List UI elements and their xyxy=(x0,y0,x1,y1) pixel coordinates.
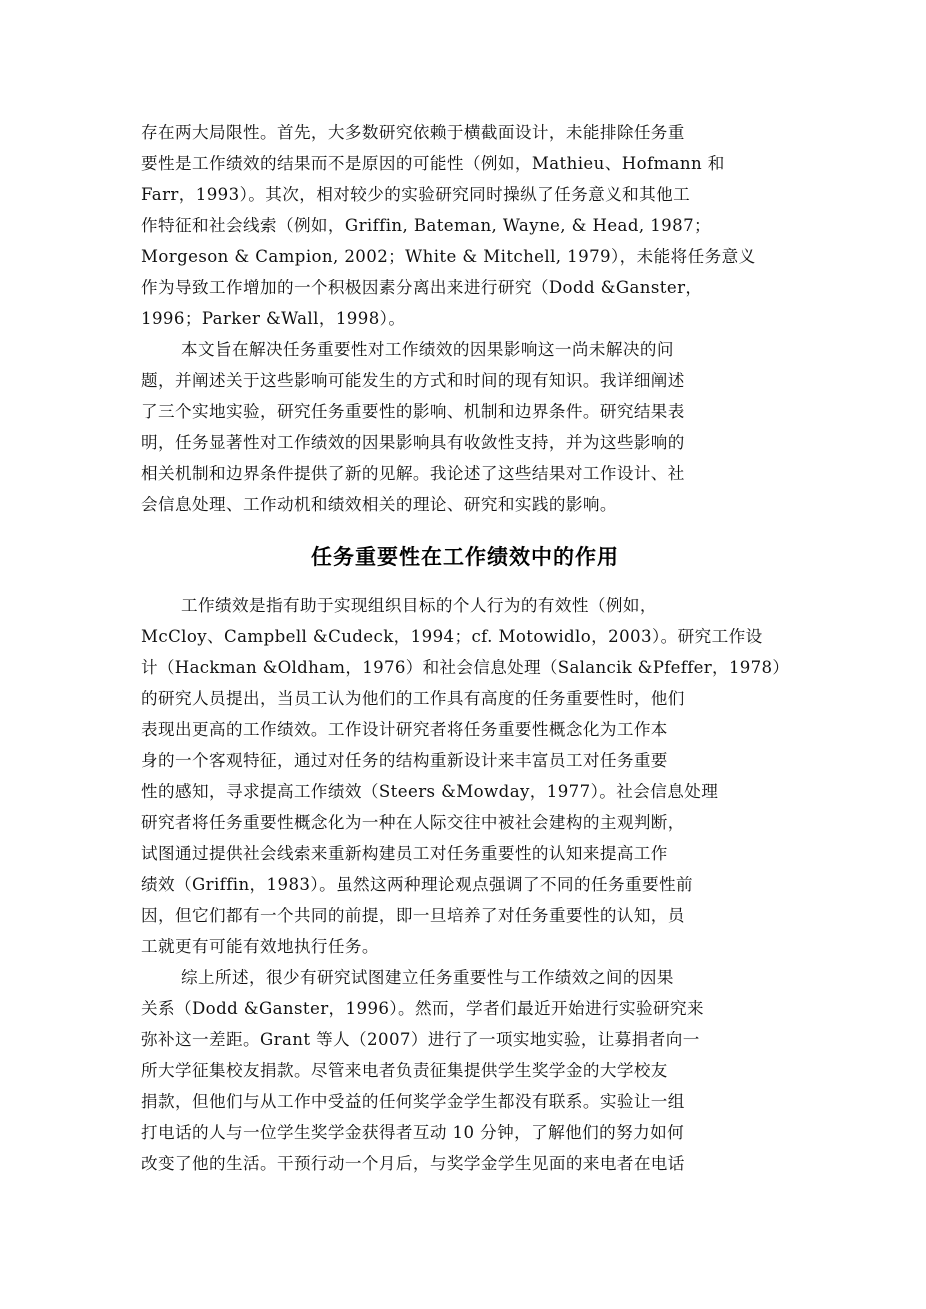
performance-paragraph xyxy=(141,590,789,962)
text-line: 了三个实地实验，研究任务重要性的影响、机制和边界条件。研究结果表 xyxy=(141,402,685,421)
text-line: 明，任务显著性对工作绩效的因果影响具有收敛性支持，并为这些影响的 xyxy=(141,433,685,452)
text-line: 会信息处理、工作动机和绩效相关的理论、研究和实践的影响。 xyxy=(141,495,617,514)
intro-paragraph xyxy=(141,117,789,334)
text-line: 因，但它们都有一个共同的前提，即一旦培养了对任务重要性的认知，员 xyxy=(141,906,685,925)
text-line: 计（Hackman &Oldham，1976）和社会信息处理（Salancik &Pfeffer，1978） xyxy=(141,658,790,677)
text-line: 性的感知，寻求提高工作绩效（Steers &Mowday，1977）。社会信息处理 xyxy=(141,782,719,801)
section-heading: 任务重要性在工作绩效中的作用 xyxy=(311,545,619,569)
text-line: 打电话的人与一位学生奖学金获得者互动 10 分钟，了解他们的努力如何 xyxy=(141,1123,685,1142)
text-line: 相关机制和边界条件提供了新的见解。我论述了这些结果对工作设计、社 xyxy=(141,464,685,483)
text-line: 综上所述，很少有研究试图建立任务重要性与工作绩效之间的因果 xyxy=(181,968,674,987)
text-line: 的研究人员提出，当员工认为他们的工作具有高度的任务重要性时，他们 xyxy=(141,689,685,708)
text-line: 要性是工作绩效的结果而不是原因的可能性（例如，Mathieu、Hofmann 和 xyxy=(141,154,725,173)
summary-paragraph xyxy=(141,962,789,1179)
text-line: 改变了他的生活。干预行动一个月后，与奖学金学生见面的来电者在电话 xyxy=(141,1154,685,1173)
text-line: 试图通过提供社会线索来重新构建员工对任务重要性的认知来提高工作 xyxy=(141,844,668,863)
text-line: 所大学征集校友捐款。尽管来电者负责征集提供学生奖学金的大学校友 xyxy=(141,1061,668,1080)
text-line: 关系（Dodd &Ganster，1996）。然而，学者们最近开始进行实验研究来 xyxy=(141,999,704,1018)
text-line: 作为导致工作增加的一个积极因素分离出来进行研究（Dodd &Ganster， xyxy=(141,278,703,297)
text-line: 表现出更高的工作绩效。工作设计研究者将任务重要性概念化为工作本 xyxy=(141,720,668,739)
text-line: 存在两大局限性。首先，大多数研究依赖于横截面设计，未能排除任务重 xyxy=(141,123,685,142)
text-line: 题，并阐述关于这些影响可能发生的方式和时间的现有知识。我详细阐述 xyxy=(141,371,685,390)
text-line: 本文旨在解决任务重要性对工作绩效的因果影响这一尚未解决的问 xyxy=(181,340,674,359)
text-line: Farr，1993）。其次，相对较少的实验研究同时操纵了任务意义和其他工 xyxy=(141,185,691,204)
text-line: 1996；Parker &Wall，1998）。 xyxy=(141,309,406,328)
text-line: Morgeson & Campion, 2002；White & Mitchell, 1979），未能将任务意义 xyxy=(141,247,756,266)
text-line: 作特征和社会线索（例如，Griffin, Bateman, Wayne, & Head, 1987； xyxy=(141,216,712,235)
text-line: 研究者将任务重要性概念化为一种在人际交往中被社会建构的主观判断， xyxy=(141,813,685,832)
aim-paragraph xyxy=(141,334,789,520)
text-line: 绩效（Griffin，1983）。虽然这两种理论观点强调了不同的任务重要性前 xyxy=(141,875,693,894)
text-line: 工作绩效是指有助于实现组织目标的个人行为的有效性（例如， xyxy=(181,596,657,615)
text-line: 弥补这一差距。Grant 等人（2007）进行了一项实地实验，让募捐者向一 xyxy=(141,1030,700,1049)
text-line: 捐款，但他们与从工作中受益的任何奖学金学生都没有联系。实验让一组 xyxy=(141,1092,685,1111)
document-body xyxy=(141,117,789,1179)
text-line: McCloy、Campbell &Cudeck，1994；cf. Motowidlo，2003）。研究工作设 xyxy=(141,627,763,646)
text-line: 身的一个客观特征，通过对任务的结构重新设计来丰富员工对任务重要 xyxy=(141,751,668,770)
text-line: 工就更有可能有效地执行任务。 xyxy=(141,937,379,956)
